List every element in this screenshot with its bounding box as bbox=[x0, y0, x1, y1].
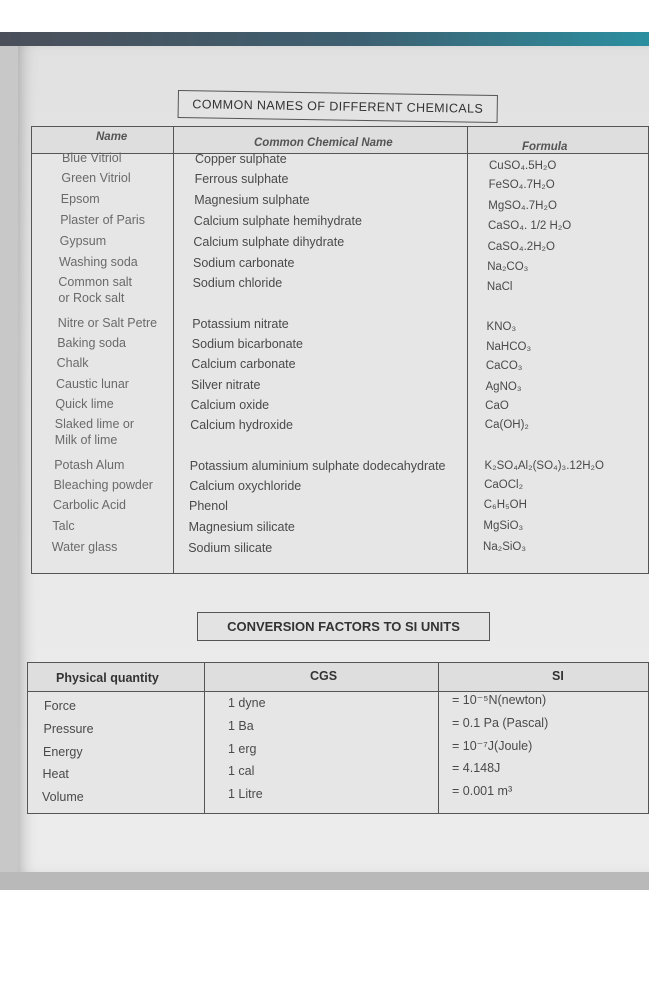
cell-common-chemical-name: Sodium carbonate bbox=[193, 256, 295, 270]
header-physical-quantity: Physical quantity bbox=[56, 671, 159, 685]
cell-name: Baking soda bbox=[57, 336, 126, 350]
conversion-table bbox=[27, 662, 649, 814]
cell-common-chemical-name: Phenol bbox=[189, 499, 228, 513]
cell-formula: FeSO₄.7H₂O bbox=[488, 179, 555, 192]
header-formula: Formula bbox=[522, 141, 568, 153]
cell-name: Bleaching powder bbox=[53, 478, 153, 492]
cell-physical-quantity: Heat bbox=[42, 767, 69, 781]
header-divider bbox=[28, 691, 648, 692]
cell-name: Milk of lime bbox=[54, 433, 118, 447]
cell-name: Plaster of Paris bbox=[60, 213, 145, 227]
cell-si: = 10⁻⁵N(newton) bbox=[452, 693, 547, 707]
cell-formula: CaSO₄.2H₂O bbox=[487, 240, 555, 253]
cell-common-chemical-name: Copper sulphate bbox=[195, 152, 287, 166]
cell-formula: CaOCl₂ bbox=[484, 479, 524, 492]
header-cgs: CGS bbox=[310, 669, 338, 683]
cell-physical-quantity: Force bbox=[44, 699, 76, 713]
cell-cgs: 1 erg bbox=[228, 742, 257, 756]
cell-common-chemical-name: Sodium silicate bbox=[188, 541, 273, 555]
cell-cgs: 1 Ba bbox=[228, 719, 254, 733]
cell-name: Potash Alum bbox=[54, 458, 125, 472]
header-divider bbox=[32, 153, 648, 154]
cell-cgs: 1 Litre bbox=[228, 787, 263, 801]
cell-si: = 10⁻⁷J(Joule) bbox=[452, 739, 533, 753]
cell-common-chemical-name: Magnesium sulphate bbox=[194, 193, 310, 207]
cell-name: Talc bbox=[52, 519, 75, 533]
cell-common-chemical-name: Calcium hydroxide bbox=[190, 418, 294, 432]
cell-common-chemical-name: Calcium oxide bbox=[190, 398, 270, 412]
common-names-title: COMMON NAMES OF DIFFERENT CHEMICALS bbox=[178, 90, 498, 123]
cell-common-chemical-name: Calcium sulphate dihydrate bbox=[193, 235, 345, 249]
cell-formula: MgSiO₃ bbox=[483, 520, 524, 532]
column-divider bbox=[173, 127, 174, 573]
column-divider bbox=[467, 127, 468, 573]
cell-name: Carbolic Acid bbox=[53, 498, 126, 512]
column-divider bbox=[438, 663, 439, 813]
cell-physical-quantity: Volume bbox=[42, 790, 84, 804]
cell-common-chemical-name: Calcium carbonate bbox=[191, 357, 296, 371]
cell-formula: CaSO₄. 1/2 H₂O bbox=[487, 220, 572, 233]
cell-formula: CaO bbox=[485, 399, 509, 412]
cell-formula: NaHCO₃ bbox=[486, 340, 532, 353]
cell-name: Water glass bbox=[51, 540, 118, 554]
cell-name: Nitre or Salt Petre bbox=[57, 316, 158, 330]
conversion-title: CONVERSION FACTORS TO SI UNITS bbox=[197, 612, 490, 641]
cell-formula: CuSO₄.5H₂O bbox=[489, 160, 557, 172]
cell-name: Chalk bbox=[56, 356, 89, 370]
cell-cgs: 1 cal bbox=[228, 764, 255, 778]
cell-common-chemical-name: Calcium sulphate hemihydrate bbox=[193, 214, 362, 228]
cell-name: Gypsum bbox=[59, 234, 107, 248]
cell-formula: K₂SO₄Al₂(SO₄)₃.12H₂O bbox=[484, 459, 604, 472]
cell-si: = 0.001 m³ bbox=[452, 784, 513, 798]
cell-name: Blue Vitriol bbox=[62, 151, 122, 165]
cell-formula: Ca(OH)₂ bbox=[484, 419, 529, 432]
cell-formula: AgNO₃ bbox=[485, 380, 522, 393]
cell-formula: NaCl bbox=[486, 280, 513, 293]
cell-common-chemical-name: Potassium aluminium sulphate dodecahydrate bbox=[189, 459, 446, 473]
cell-common-chemical-name: Magnesium silicate bbox=[188, 520, 295, 534]
cell-name: Quick lime bbox=[55, 397, 114, 411]
cell-name: Caustic lunar bbox=[56, 377, 129, 391]
cell-formula: Na₂SiO₃ bbox=[483, 541, 527, 553]
cell-name: or Rock salt bbox=[58, 291, 125, 305]
cell-name: Common salt bbox=[58, 275, 133, 289]
cell-si: = 0.1 Pa (Pascal) bbox=[452, 716, 549, 730]
cell-common-chemical-name: Ferrous sulphate bbox=[194, 172, 289, 186]
page-bottom-edge bbox=[0, 872, 649, 890]
cell-name: Epsom bbox=[60, 192, 100, 206]
cell-formula: CaCO₃ bbox=[485, 360, 523, 373]
cell-physical-quantity: Pressure bbox=[43, 722, 94, 736]
cell-formula: Na₂CO₃ bbox=[487, 261, 529, 274]
common-names-table bbox=[31, 126, 649, 574]
cell-formula: C₆H₅OH bbox=[483, 499, 527, 511]
cell-common-chemical-name: Sodium chloride bbox=[192, 276, 283, 290]
cell-common-chemical-name: Sodium bicarbonate bbox=[191, 337, 303, 351]
cell-name: Slaked lime or bbox=[54, 417, 134, 431]
cell-cgs: 1 dyne bbox=[228, 696, 266, 710]
header-name: Name bbox=[96, 131, 128, 143]
book-cover-edge bbox=[0, 32, 649, 46]
cell-si: = 4.148J bbox=[452, 761, 501, 775]
cell-common-chemical-name: Silver nitrate bbox=[191, 378, 261, 392]
cell-physical-quantity: Energy bbox=[43, 745, 83, 759]
cell-name: Washing soda bbox=[59, 255, 138, 269]
cell-formula: KNO₃ bbox=[486, 321, 517, 334]
cell-formula: MgSO₄.7H₂O bbox=[488, 199, 557, 212]
header-si: SI bbox=[552, 669, 564, 683]
column-divider bbox=[204, 663, 205, 813]
cell-common-chemical-name: Potassium nitrate bbox=[192, 317, 289, 331]
cell-name: Green Vitriol bbox=[61, 171, 131, 185]
cell-common-chemical-name: Calcium oxychloride bbox=[189, 479, 302, 493]
header-common-chemical-name: Common Chemical Name bbox=[254, 137, 393, 149]
